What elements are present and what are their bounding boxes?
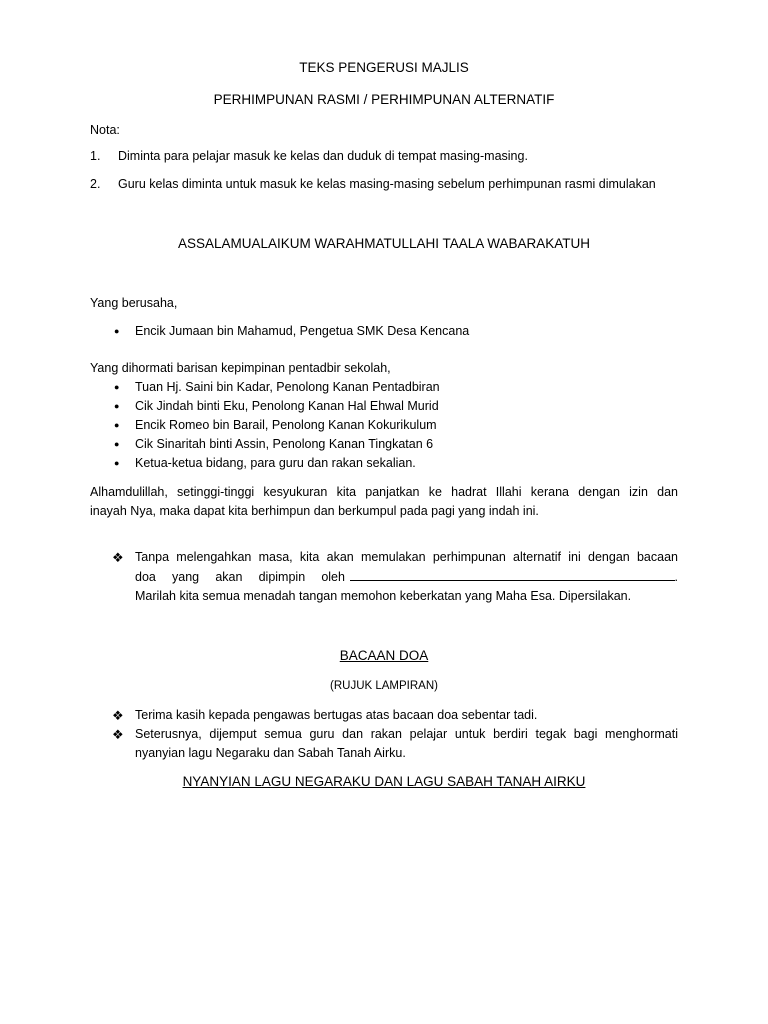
dihormati-label: Yang dihormati barisan kepimpinan pentadbir sekolah, [90, 361, 391, 375]
doa-leader-blank[interactable] [350, 568, 678, 587]
paragraph-line: Marilah kita semua menadah tangan memohon keberkatan yang Maha Esa. Dipersilakan. [135, 589, 632, 603]
paragraph-line: nyanyian lagu Negaraku dan Sabah Tanah Airku. [135, 746, 406, 760]
document-subtitle: PERHIMPUNAN RASMI / PERHIMPUNAN ALTERNATIF [213, 92, 555, 107]
list-item-text: Tuan Hj. Saini bin Kadar, Penolong Kanan Pentadbiran [135, 380, 440, 394]
paragraph-line: Terima kasih kepada pengawas bertugas atas bacaan doa sebentar tadi. [135, 708, 538, 722]
word: dipimpin [258, 570, 306, 584]
list-item-text: Cik Sinaritah binti Assin, Penolong Kanan Tingkatan 6 [135, 437, 434, 451]
berusaha-label: Yang berusaha, [90, 296, 178, 310]
doa-leader-line [135, 568, 678, 587]
word: yang [172, 570, 200, 584]
paragraph-line: Tanpa melengahkan masa, kita akan memulakan perhimpunan alternatif ini dengan bacaan [135, 550, 678, 564]
diamond-bullet-icon: ❖ [112, 550, 124, 565]
bullet-icon: ● [114, 458, 120, 468]
bullet-icon: ● [114, 326, 120, 336]
word: doa [135, 570, 156, 584]
bullet-icon: ● [114, 420, 120, 430]
period: . [674, 570, 678, 584]
nyanyian-heading: NYANYIAN LAGU NEGARAKU DAN LAGU SABAH TANAH AIRKU [182, 774, 586, 789]
diamond-bullet-icon: ❖ [112, 708, 124, 723]
nota-number: 2. [90, 177, 101, 191]
nota-number: 1. [90, 149, 101, 163]
doa-leader-prefix [135, 568, 345, 587]
nota-text: Guru kelas diminta untuk masuk ke kelas masing-masing sebelum perhimpunan rasmi dimulakan [118, 177, 656, 191]
word: akan [215, 570, 243, 584]
rujuk-lampiran: (RUJUK LAMPIRAN) [330, 680, 438, 692]
greeting-heading: ASSALAMUALAIKUM WARAHMATULLAHI TAALA WABARAKATUH [177, 236, 591, 251]
bullet-icon: ● [114, 439, 120, 449]
bullet-icon: ● [114, 382, 120, 392]
list-item-text: Cik Jindah binti Eku, Penolong Kanan Hal Ehwal Murid [135, 399, 439, 413]
list-item-text: Encik Jumaan bin Mahamud, Pengetua SMK Desa Kencana [135, 324, 470, 338]
blank-line[interactable] [350, 568, 675, 581]
list-item-text: Encik Romeo bin Barail, Penolong Kanan Kokurikulum [135, 418, 437, 432]
document-title: TEKS PENGERUSI MAJLIS [299, 60, 469, 75]
list-item-text: Ketua-ketua bidang, para guru dan rakan sekalian. [135, 456, 416, 470]
paragraph-line: inayah Nya, maka dapat kita berhimpun dan berkumpul pada pagi yang indah ini. [90, 504, 539, 518]
paragraph-line: Seterusnya, dijemput semua guru dan rakan pelajar untuk berdiri tegak bagi menghormati [135, 727, 678, 741]
nota-text: Diminta para pelajar masuk ke kelas dan duduk di tempat masing-masing. [118, 149, 528, 163]
nota-label: Nota: [90, 123, 120, 137]
bacaan-doa-heading: BACAAN DOA [339, 648, 429, 663]
paragraph-line: Alhamdulillah, setinggi-tinggi kesyukuran kita panjatkan ke hadrat Illahi kerana dengan izin dan [90, 485, 678, 499]
bullet-icon: ● [114, 401, 120, 411]
word: oleh [321, 570, 345, 584]
diamond-bullet-icon: ❖ [112, 727, 124, 742]
